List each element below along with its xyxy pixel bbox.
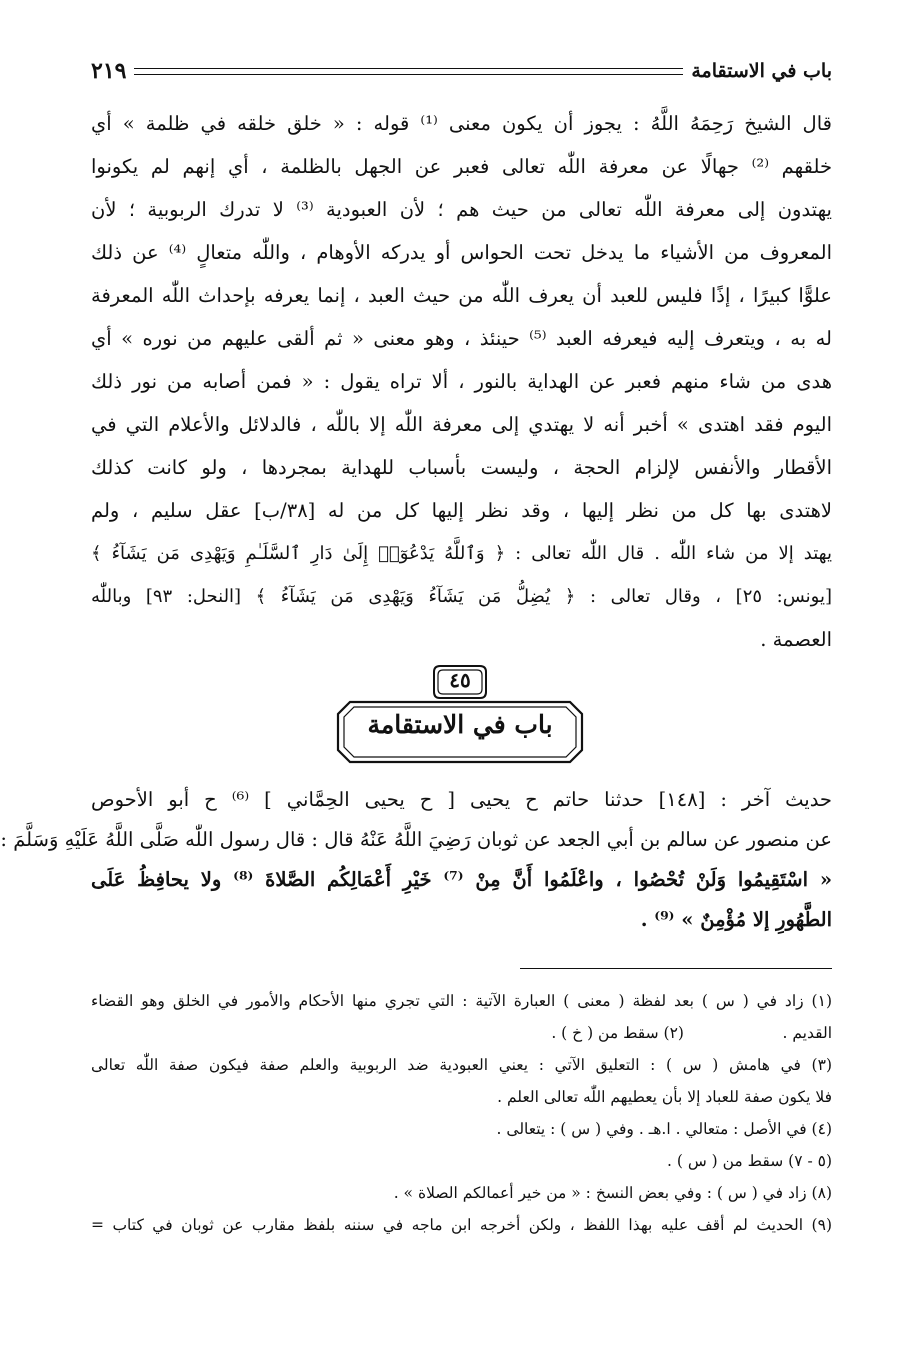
body-line: خلقهم ⁽²⁾ جهالًا عن معرفة اللّٰه تعالى فعبر عن الجهل بالظلمة ، أي إنهم لم يكونوا <box>91 155 833 178</box>
body-line-quran: [يونس: ٢٥] ، وقال تعالى : ﴿ يُضِلُّ مَن يَشَآءُ وَيَهْدِى مَن يَشَآءُ ﴾ [النحل: ٩٣] وباللّٰه <box>91 586 832 607</box>
hadith-line: عن منصور عن سالم بن أبي الجعد عن ثوبان رَضِيَ اللَّهُ عَنْهُ قال : قال رسول اللّٰه صَلَّى اللَّهُ عَلَيْهِ وَسَلَّمَ : <box>0 828 832 851</box>
body-line: المعروف من الأشياء ما يدخل تحت الحواس أو يدركه الأوهام ، واللّٰه متعالٍ ⁽⁴⁾ عن ذلك <box>91 241 832 264</box>
body-line: العصمة . <box>760 628 832 651</box>
chapter-heading <box>336 662 584 766</box>
body-line: قال الشيخ رَحِمَهُ اللَّهُ : يجوز أن يكون معنى ⁽¹⁾ قوله : « خلق خلقه في ظلمة » أي <box>91 112 832 135</box>
footnote-line: (٥ - ٧) سقط من ( س ) . <box>666 1152 832 1170</box>
running-head <box>91 56 832 86</box>
hadith-line: الطَّهُورِ إلا مُؤْمِنٌ » ⁽⁹⁾ . <box>640 908 832 931</box>
hadith-text <box>0 780 833 940</box>
chapter-title: باب في الاستقامة <box>367 710 553 739</box>
body-text <box>91 102 832 661</box>
body-line: يهتدون إلى معرفة اللّٰه تعالى من حيث هم ؛ لأن العبودية ⁽³⁾ لا تدرك الربوبية ؛ لأن <box>91 198 832 221</box>
hadith-line: « اسْتَقِيمُوا وَلَنْ تُحْصُوا ، واعْلَمُوا أَنَّ مِنْ ⁽⁷⁾ خَيْرِ أَعْمَالِكُم الصَّلاةَ ⁽⁸⁾ ولا يحافِظُ عَلَى <box>91 868 833 891</box>
footnote-line: (١) زاد في ( س ) بعد لفظة ( معنى ) العبارة الآتية : التي تجري منها الأحكام والأمور في الخلق وهو القضاء <box>91 992 832 1010</box>
footnote-line: (٣) في هامش ( س ) : التعليق الآتي : يعني العبودية ضد الربوبية والعلم صفة فيكون صفة اللّٰه تعالى <box>91 1056 832 1074</box>
footnote-line: القديم . (٢) سقط من ( خ ) . <box>551 1024 832 1042</box>
footnote-line: (٨) زاد في ( س ) : وفي بعض النسخ : « من خير أعمالكم الصلاة » . <box>393 1184 832 1202</box>
running-head-title: باب في الاستقامة <box>691 60 832 82</box>
body-line: علوًّا كبيرًا ، إذًا فليس للعبد أن يعرف اللّٰه من حيث العبد ، إنما يعرفه بإحداث اللّٰه المعرفة <box>91 284 832 307</box>
page-number: ٢١٩ <box>91 58 127 84</box>
body-line: هدى من شاء منهم فعبر عن الهداية بالنور ، ألا تراه يقول : « فمن أصابه من نور ذلك <box>91 370 832 393</box>
running-head-rule <box>134 68 683 75</box>
chapter-number: ٤٥ <box>449 668 471 692</box>
footnote-line: فلا يكون صفة للعباد إلا بأن يعطيهم اللّٰه تعالى العلم . <box>497 1088 832 1106</box>
footnotes <box>91 985 832 1241</box>
body-line: لاهتدى بها كل من نظر إليها ، وقد نظر إليها كل من له [٣٨/ب] عقل سليم ، ولم <box>91 499 832 522</box>
body-line: له به ، ويتعرف إليه فيعرفه العبد ⁽⁵⁾ حينئذ ، وهو معنى « ثم ألقى عليهم من نوره » أي <box>91 327 832 350</box>
footnote-line: (٤) في الأصل : متعالي . ا.هـ . وفي ( س ) : يتعالى . <box>496 1120 832 1138</box>
body-line: الأقطار والأنفس لإلزام الحجة ، وليست بأسباب للهداية بمجردها ، ولو كانت كذلك <box>91 456 832 479</box>
hadith-line: حديث آخر : [١٤٨] حدثنا حاتم ح يحيى [ ح يحيى الحِمَّاني ] ⁽⁶⁾ ح أبو الأحوص <box>91 788 832 811</box>
body-line: اليوم فقد اهتدى » أخبر أنه لا يهتدي إلى معرفة اللّٰه إلا باللّٰه ، فالدلائل والأعلام التي في <box>91 413 832 436</box>
footnote-line: (٩) الحديث لم أقف عليه بهذا اللفظ ، ولكن أخرجه ابن ماجه في سننه بلفظ مقارب عن ثوبان في كتاب = <box>91 1216 832 1234</box>
body-line-quran: يهتد إلا من شاء اللّٰه . قال اللّٰه تعالى : ﴿ وَٱللَّهُ يَدْعُوٓا۟ إِلَىٰ دَارِ ٱلسَّلَـٰمِ وَيَهْدِى مَن يَشَآءُ ﴾ <box>91 543 832 564</box>
footnote-separator <box>520 968 832 969</box>
